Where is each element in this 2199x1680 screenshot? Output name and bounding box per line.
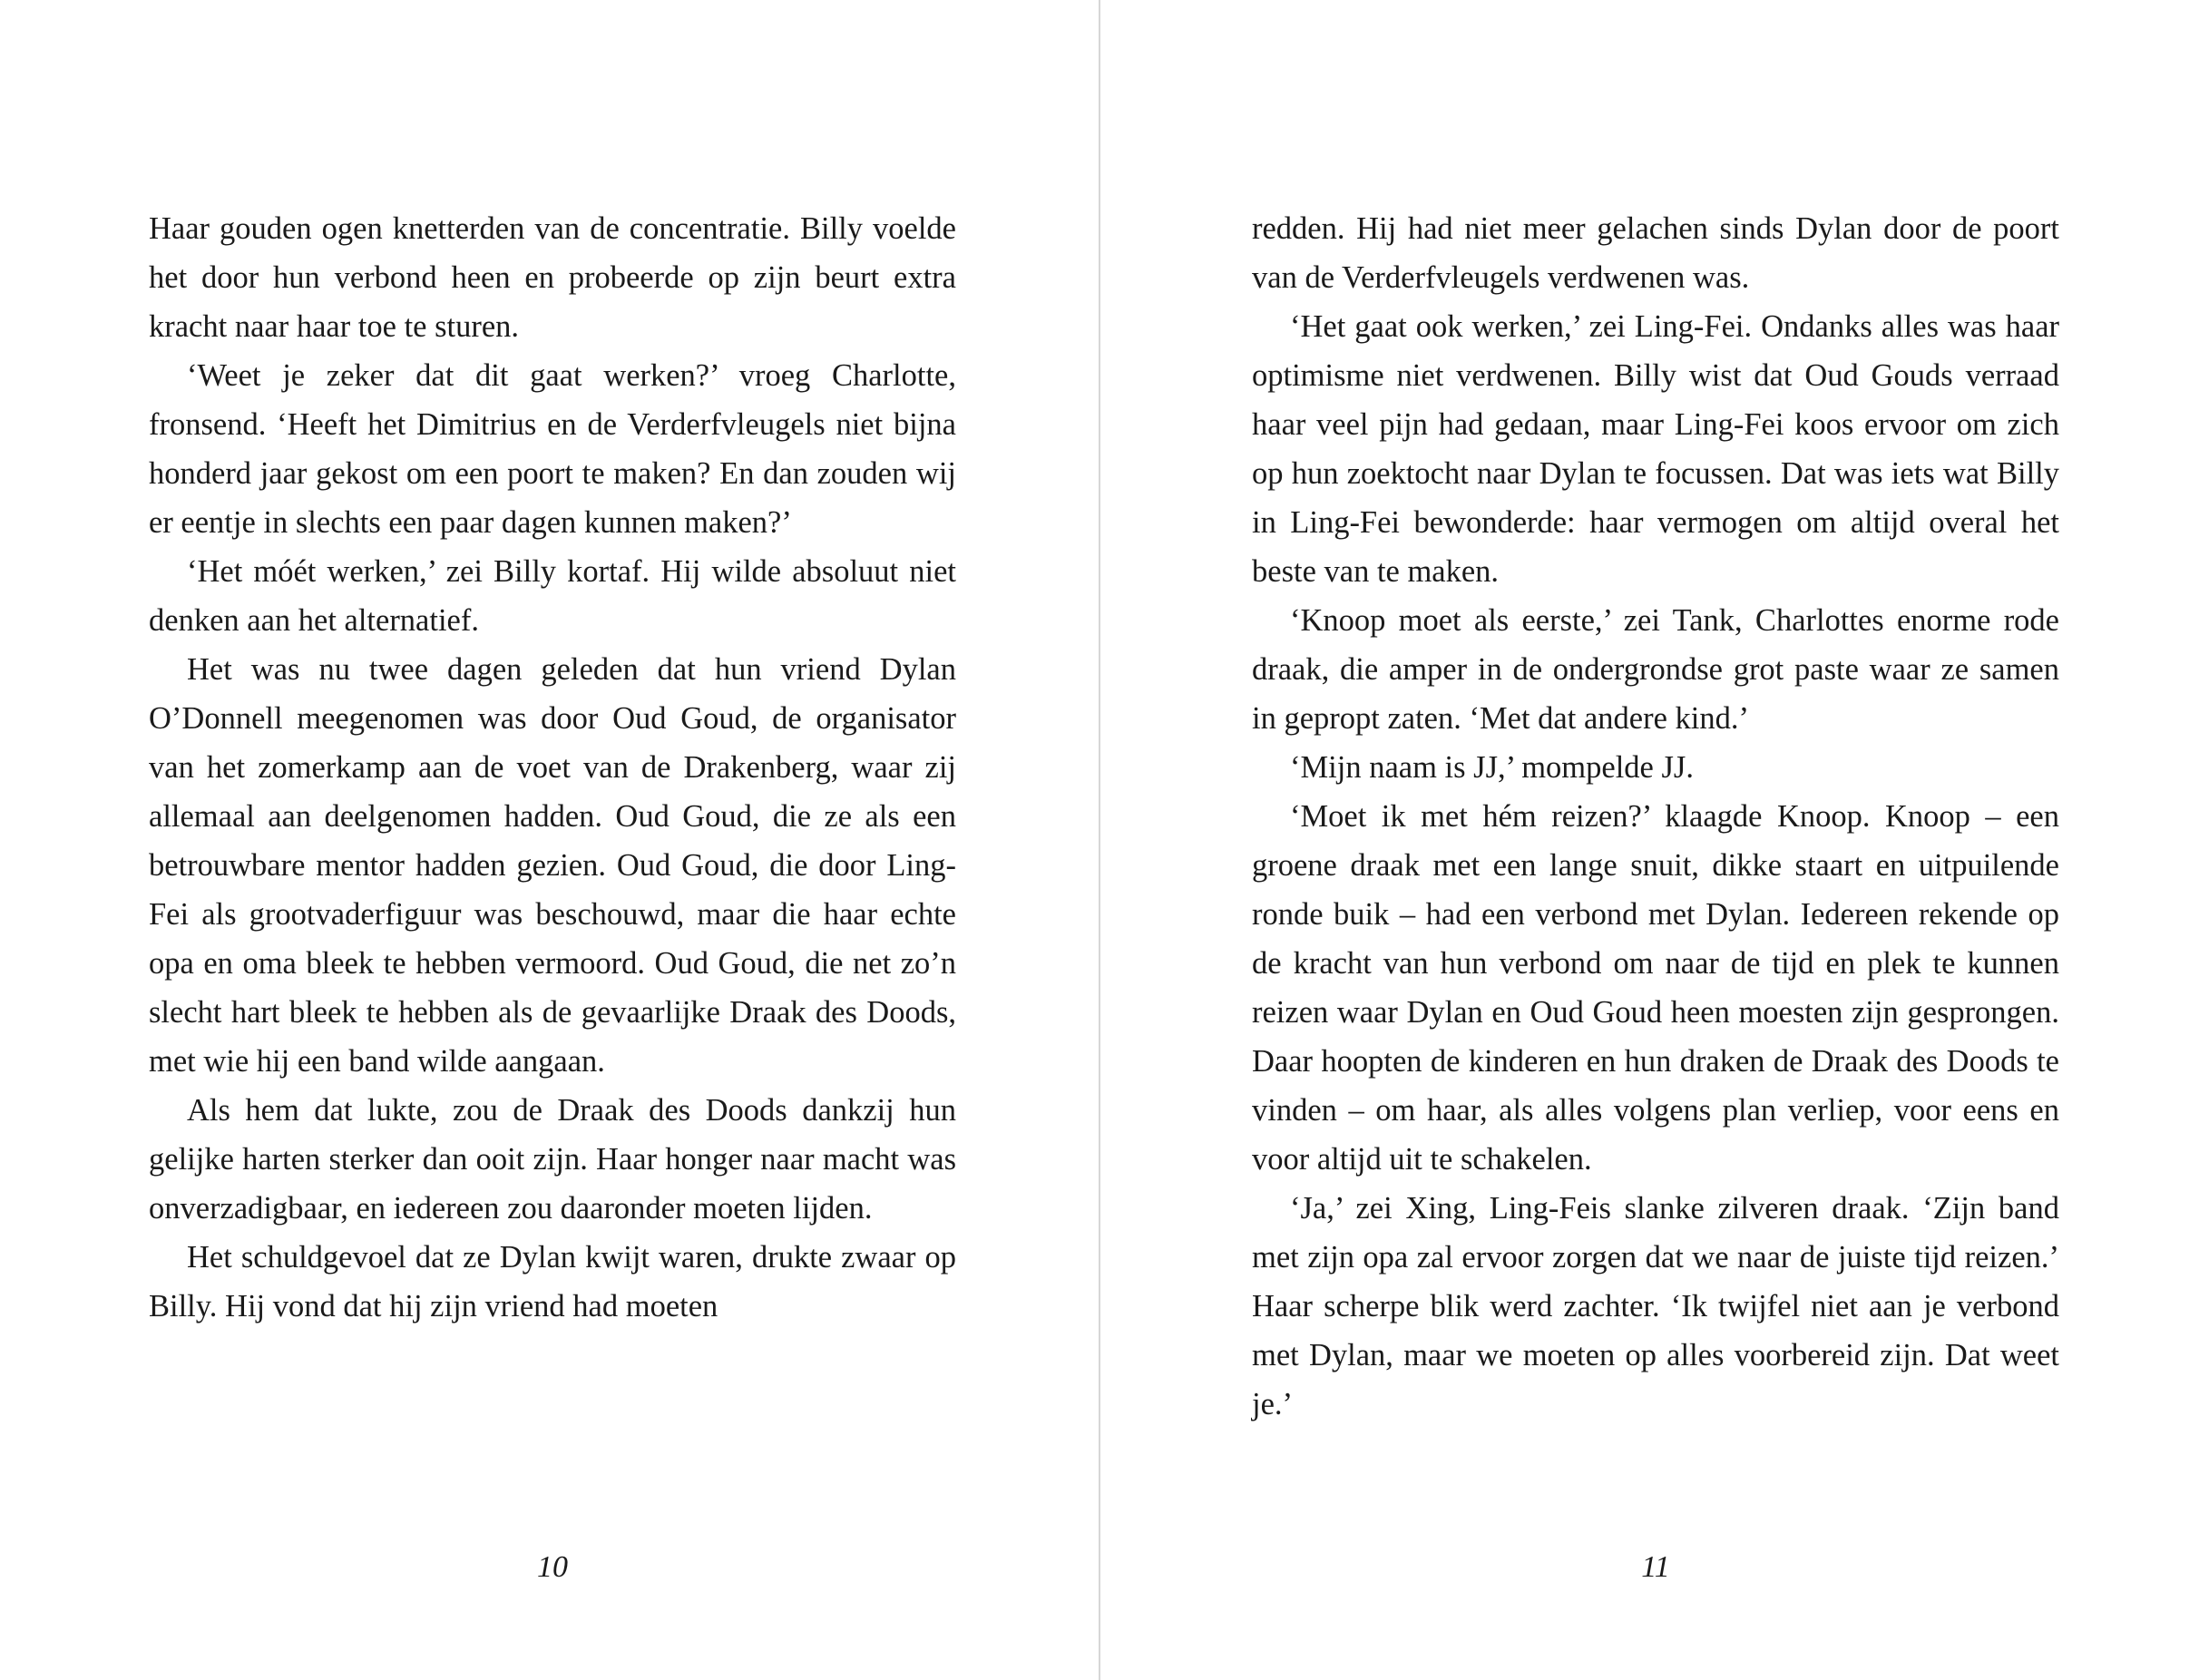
page-gutter-divider — [1099, 0, 1100, 1680]
right-page — [1252, 204, 2059, 1429]
paragraph: ‘Knoop moet als eerste,’ zei Tank, Charlottes enorme rode draak, die amper in de ondergrondse grot paste waar ze samen in gepropt zaten. ‘Met dat andere kind.’ — [1252, 603, 2059, 736]
left-page — [149, 204, 956, 1331]
page-number-right: 11 — [1641, 1550, 1670, 1584]
paragraph: redden. Hij had niet meer gelachen sinds Dylan door de poort van de Verderfvleugels verdwenen was. — [1252, 211, 2059, 295]
paragraph: ‘Mijn naam is JJ,’ mompelde JJ. — [1290, 750, 1694, 785]
paragraph: ‘Moet ik met hém reizen?’ klaagde Knoop. Knoop – een groene draak met een lange snuit, dikke staart en uitpuilende ronde buik – had een verbond met Dylan. Iedereen rekende op de kracht van hun verbond om naar de tijd en plek te kunnen reizen waar Dylan en Oud Goud heen moesten zijn gesprongen. Daar hoopten de kinderen en hun draken de Draak des Doods te vinden – om haar, als alles volgens plan verliep, voor eens en voor altijd uit te schakelen. — [1252, 799, 2059, 1177]
paragraph: Haar gouden ogen knetterden van de concentratie. Billy voelde het door hun verbond heen en probeerde op zijn beurt extra kracht naar haar toe te sturen. — [149, 211, 956, 344]
paragraph: Het was nu twee dagen geleden dat hun vriend Dylan O’Donnell meegenomen was door Oud Goud, de organisator van het zomerkamp aan de voet van de Drakenberg, waar zij allemaal aan deelgenomen hadden. Oud Goud, die ze als een betrouwbare mentor hadden gezien. Oud Goud, die door Ling-Fei als grootvaderfiguur was beschouwd, maar die haar echte opa en oma bleek te hebben vermoord. Oud Goud, die net zo’n slecht hart bleek te hebben als de gevaarlijke Draak des Doods, met wie hij een band wilde aangaan. — [149, 652, 956, 1079]
paragraph: Als hem dat lukte, zou de Draak des Doods dankzij hun gelijke harten sterker dan ooit zijn. Haar honger naar macht was onverzadigbaar, en iedereen zou daaronder moeten lijden. — [149, 1093, 956, 1226]
paragraph: ‘Het gaat ook werken,’ zei Ling-Fei. Ondanks alles was haar optimisme niet verdwenen. Billy wist dat Oud Gouds verraad haar veel pijn had gedaan, maar Ling-Fei koos ervoor om zich op hun zoektocht naar Dylan te focussen. Dat was iets wat Billy in Ling-Fei bewonderde: haar vermogen om altijd overal het beste van te maken. — [1252, 309, 2059, 589]
paragraph: Het schuldgevoel dat ze Dylan kwijt waren, drukte zwaar op Billy. Hij vond dat hij zijn vriend had moeten — [149, 1240, 956, 1323]
paragraph: ‘Weet je zeker dat dit gaat werken?’ vroeg Charlotte, fronsend. ‘Heeft het Dimitrius en de Verderfvleugels niet bijna honderd jaar gekost om een poort te maken? En dan zouden wij er eentje in slechts een paar dagen kunnen maken?’ — [149, 358, 956, 540]
page-number-left: 10 — [537, 1550, 568, 1584]
paragraph: ‘Het móét werken,’ zei Billy kortaf. Hij wilde absoluut niet denken aan het alternatief. — [149, 554, 956, 638]
paragraph: ‘Ja,’ zei Xing, Ling-Feis slanke zilveren draak. ‘Zijn band met zijn opa zal ervoor zorgen dat we naar de juiste tijd reizen.’ Haar scherpe blik werd zachter. ‘Ik twijfel niet aan je verbond met Dylan, maar we moeten op alles voorbereid zijn. Dat weet je.’ — [1252, 1191, 2059, 1421]
